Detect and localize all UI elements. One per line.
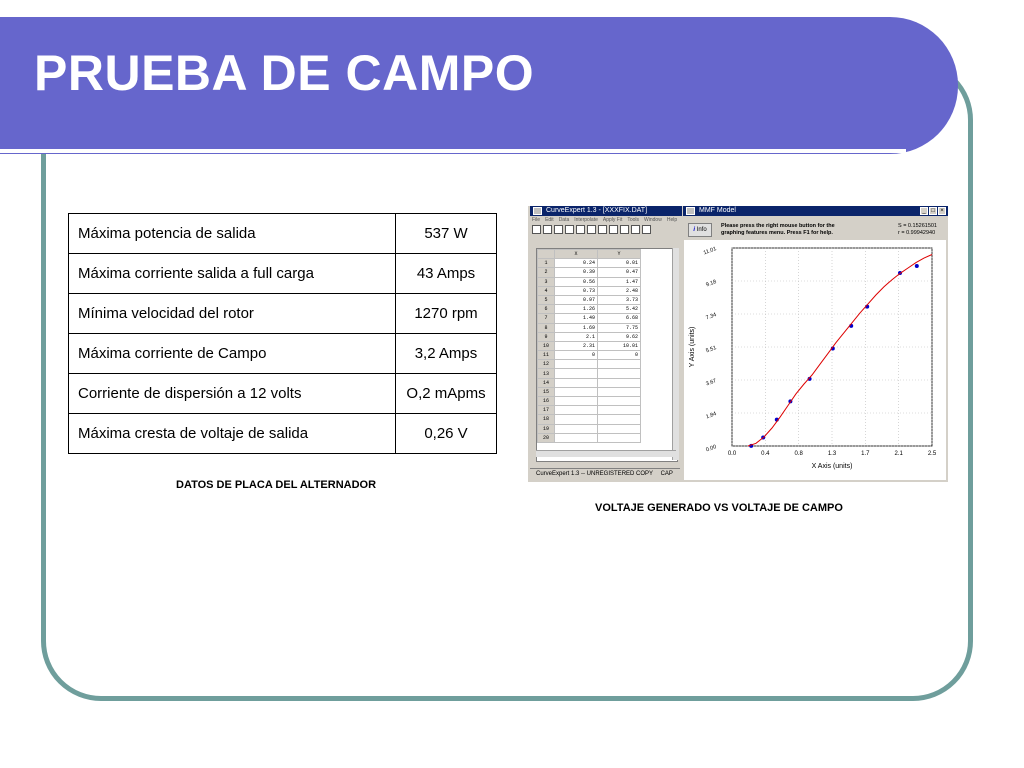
grid-cell[interactable]: 2.31 (555, 341, 598, 350)
grid-row-number: 7 (538, 314, 555, 323)
spec-param: Máxima potencia de salida (69, 214, 396, 254)
spec-row (69, 414, 497, 454)
grid-row-number: 19 (538, 424, 555, 433)
grid-column-header[interactable]: X (555, 250, 598, 259)
new-file-icon[interactable] (532, 225, 541, 234)
grid-vertical-scrollbar[interactable] (672, 248, 679, 460)
y-tick-label: 9.18 (705, 279, 718, 289)
plot-area[interactable] (684, 240, 946, 480)
help-line-2: graphing features menu. Press F1 for help. (721, 230, 833, 236)
grid-row[interactable] (538, 286, 641, 295)
close-icon[interactable]: × (938, 207, 946, 215)
grid-row-number: 13 (538, 369, 555, 378)
x-tick-label: 2.1 (894, 451, 903, 457)
grid-row-number: 10 (538, 341, 555, 350)
grid-row[interactable] (538, 351, 641, 360)
chart-caption: VOLTAJE GENERADO VS VOLTAJE DE CAMPO (595, 502, 843, 514)
grid-cell[interactable] (555, 360, 598, 369)
menu-item[interactable]: Window (644, 217, 662, 223)
status-indicator: CAP (660, 471, 673, 477)
grid-cell[interactable]: 7.75 (598, 323, 641, 332)
copy-icon[interactable] (587, 225, 596, 234)
maximize-icon[interactable]: □ (929, 207, 937, 215)
grid-cell[interactable]: 6.68 (598, 314, 641, 323)
menu-item[interactable]: File (532, 217, 541, 223)
grid-row[interactable] (538, 369, 641, 378)
grid-cell[interactable]: 0.39 (555, 268, 598, 277)
grid-column-header[interactable]: Y (598, 250, 641, 259)
x-tick-label: 0.0 (727, 451, 737, 457)
curve-expert-titlebar[interactable] (530, 206, 682, 216)
y-tick-label: 0.00 (705, 444, 718, 454)
grid-cell[interactable] (598, 424, 641, 433)
grid-header-row (538, 250, 641, 259)
minimize-icon[interactable]: _ (920, 207, 928, 215)
grid-cell[interactable]: 1.49 (555, 314, 598, 323)
grid-cell[interactable] (555, 397, 598, 406)
grid-cell[interactable]: 0 (555, 351, 598, 360)
info-button[interactable] (688, 223, 712, 237)
x-tick-label: 1.3 (827, 451, 837, 457)
grid-cell[interactable]: 1.69 (555, 323, 598, 332)
curve-expert-title: CurveExpert 1.3 - [XXXFIX.DAT] (546, 207, 648, 214)
undo-icon[interactable] (609, 225, 618, 234)
grid-cell[interactable]: 2.48 (598, 286, 641, 295)
grid-cell[interactable] (555, 369, 598, 378)
y-axis-label: Y Axis (units) (689, 326, 696, 368)
curve-expert-toolbar (532, 225, 651, 234)
spec-value: 537 W (396, 214, 497, 254)
app-icon (686, 207, 695, 215)
spec-row (69, 214, 497, 254)
app-icon (533, 207, 542, 215)
grid-cell[interactable]: 0 (598, 351, 641, 360)
grid-row[interactable] (538, 360, 641, 369)
banner-underline (0, 149, 906, 153)
y-tick-label: 3.67 (705, 378, 718, 388)
grid-cell[interactable] (598, 397, 641, 406)
mmf-chart (684, 240, 946, 480)
spec-value: 1270 rpm (396, 294, 497, 334)
grid-cell[interactable]: 0.01 (598, 259, 641, 268)
grid-row-number: 8 (538, 323, 555, 332)
grid-row-number: 6 (538, 305, 555, 314)
mmf-model-titlebar[interactable] (683, 206, 948, 216)
chart-icon[interactable] (620, 225, 629, 234)
x-tick-label: 1.7 (861, 451, 870, 457)
y-tick-label: 7.34 (705, 312, 718, 322)
help-text (721, 223, 835, 237)
grid-row-number: 15 (538, 387, 555, 396)
spec-value: 3,2 Amps (396, 334, 497, 374)
grid-cell[interactable]: 0.97 (555, 295, 598, 304)
cut-icon[interactable] (576, 225, 585, 234)
grid-row[interactable] (538, 397, 641, 406)
grid-row-number: 9 (538, 332, 555, 341)
grid-cell[interactable] (555, 378, 598, 387)
grid-row-number: 16 (538, 397, 555, 406)
grid-cell[interactable] (555, 424, 598, 433)
y-tick-label: 1.84 (705, 411, 718, 421)
spec-param: Máxima corriente salida a full carga (69, 254, 396, 294)
grid-row[interactable] (538, 415, 641, 424)
menu-item[interactable]: Apply Fit (602, 217, 623, 223)
grid-row-number: 2 (538, 268, 555, 277)
data-grid[interactable] (536, 248, 678, 462)
grid-row[interactable] (538, 424, 641, 433)
grid-cell[interactable]: 1.26 (555, 305, 598, 314)
fit-icon[interactable] (631, 225, 640, 234)
spec-param: Mínima velocidad del rotor (69, 294, 396, 334)
spec-row (69, 334, 497, 374)
grid-cell[interactable]: 0.56 (555, 277, 598, 286)
graph-icon[interactable] (642, 225, 651, 234)
data-point (915, 264, 919, 268)
grid-cell[interactable] (598, 369, 641, 378)
menu-item[interactable]: Tools (627, 217, 640, 223)
grid-cell[interactable]: 5.42 (598, 305, 641, 314)
grid-row-number: 14 (538, 378, 555, 387)
menu-item[interactable]: Edit (545, 217, 554, 223)
grid-cell[interactable] (555, 415, 598, 424)
fit-statistics (898, 223, 937, 237)
help-line-1: Please press the right mouse button for the (721, 223, 835, 229)
grid-cell[interactable] (555, 406, 598, 415)
grid-row-number: 18 (538, 415, 555, 424)
grid-cell[interactable] (598, 387, 641, 396)
slide-title: PRUEBA DE CAMPO (34, 45, 535, 101)
stat-r: r = 0.99942940 (898, 230, 936, 236)
grid-row[interactable] (538, 295, 641, 304)
grid-cell[interactable]: 0.24 (555, 259, 598, 268)
grid-cell[interactable] (555, 433, 598, 442)
grid-corner (538, 250, 555, 259)
grid-horizontal-scrollbar[interactable] (536, 450, 676, 457)
grid-cell[interactable]: 0.47 (598, 268, 641, 277)
grid-cell[interactable] (598, 415, 641, 424)
spec-param: Máxima corriente de Campo (69, 334, 396, 374)
grid-cell[interactable]: 3.73 (598, 295, 641, 304)
grid-row-number: 4 (538, 286, 555, 295)
grid-row-number: 11 (538, 351, 555, 360)
software-screenshot (528, 206, 948, 482)
grid-row[interactable] (538, 406, 641, 415)
grid-row-number: 20 (538, 433, 555, 442)
x-axis-label: X Axis (units) (811, 463, 853, 470)
spec-param: Máxima cresta de voltaje de salida (69, 414, 396, 454)
spec-value: 43 Amps (396, 254, 497, 294)
curve-expert-menubar (532, 217, 677, 223)
paste-icon[interactable] (598, 225, 607, 234)
table-caption: DATOS DE PLACA DEL ALTERNADOR (176, 479, 377, 491)
stat-s: S = 0.15261501 (898, 223, 937, 229)
spec-row (69, 294, 497, 334)
status-bar (530, 468, 680, 479)
grid-cell[interactable] (598, 360, 641, 369)
spec-row (69, 254, 497, 294)
grid-row[interactable] (538, 433, 641, 442)
spec-table (68, 213, 497, 454)
y-tick-label: 5.51 (705, 345, 718, 355)
print-icon[interactable] (565, 225, 574, 234)
grid-cell[interactable]: 2.1 (555, 332, 598, 341)
grid-cell[interactable] (598, 406, 641, 415)
grid-row-number: 1 (538, 259, 555, 268)
grid-row-number: 17 (538, 406, 555, 415)
grid-cell[interactable] (598, 433, 641, 442)
grid-row[interactable] (538, 332, 641, 341)
grid-row[interactable] (538, 314, 641, 323)
menu-item[interactable]: Data (558, 217, 570, 223)
spec-value: O,2 mApms (396, 374, 497, 414)
grid-row[interactable] (538, 323, 641, 332)
grid-cell[interactable]: 10.01 (598, 341, 641, 350)
grid-row-number: 12 (538, 360, 555, 369)
mmf-model-title: MMF Model (699, 207, 736, 214)
spec-row (69, 374, 497, 414)
grid-cell[interactable]: 1.47 (598, 277, 641, 286)
grid-cell[interactable]: 9.62 (598, 332, 641, 341)
grid-row[interactable] (538, 341, 641, 350)
grid-row[interactable] (538, 268, 641, 277)
grid-row[interactable] (538, 277, 641, 286)
x-tick-label: 2.5 (927, 451, 937, 457)
grid-row[interactable] (538, 305, 641, 314)
grid-cell[interactable]: 0.73 (555, 286, 598, 295)
grid-row[interactable] (538, 259, 641, 268)
window-controls (920, 207, 946, 215)
info-label: Info (696, 227, 707, 233)
grid-row-number: 3 (538, 277, 555, 286)
grid-cell[interactable] (598, 378, 641, 387)
grid-cell[interactable] (555, 387, 598, 396)
grid-row-number: 5 (538, 295, 555, 304)
grid-row[interactable] (538, 378, 641, 387)
save-icon[interactable] (554, 225, 563, 234)
info-icon: i (693, 227, 695, 233)
x-tick-label: 0.4 (761, 451, 770, 457)
spec-param: Corriente de dispersión a 12 volts (69, 374, 396, 414)
menu-item[interactable]: Interpolate (574, 217, 598, 223)
y-tick-label: 11.01 (702, 246, 718, 257)
open-file-icon[interactable] (543, 225, 552, 234)
status-text: CurveExpert 1.3 -- UNREGISTERED COPY (536, 471, 653, 477)
spec-value: 0,26 V (396, 414, 497, 454)
grid-row[interactable] (538, 387, 641, 396)
menu-item[interactable]: Help (666, 217, 678, 223)
x-tick-label: 0.8 (794, 451, 803, 457)
